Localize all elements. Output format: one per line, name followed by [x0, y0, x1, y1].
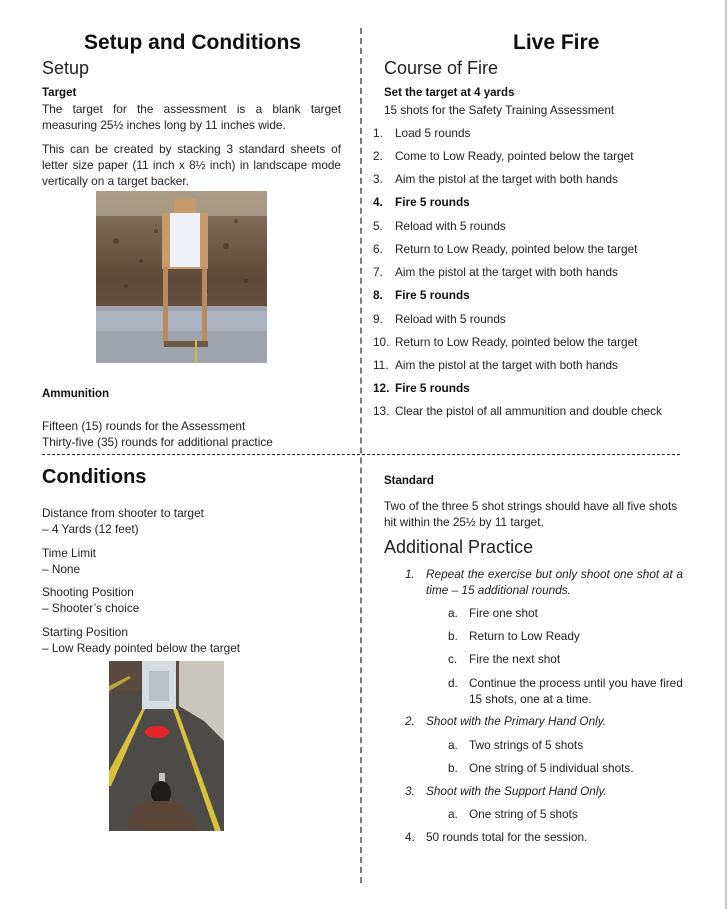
condition-time-value: – None	[42, 562, 81, 576]
ammunition-label: Ammunition	[42, 388, 110, 400]
practice-subitem-text: Fire one shot	[469, 606, 538, 620]
practice-subitem-letter: b.	[448, 629, 458, 643]
additional-practice-heading: Additional Practice	[384, 537, 534, 557]
practice-subitem-text: Continue the process until you have fired 15 shots, one at a time.	[469, 676, 683, 706]
condition-shooting-position-label: Shooting Position	[42, 585, 134, 599]
practice-subitem-letter: c.	[448, 652, 458, 666]
condition-starting-position-label: Starting Position	[42, 625, 128, 639]
practice-subitem-letter: b.	[448, 761, 458, 775]
conditions-heading: Conditions	[42, 466, 147, 488]
practice-item-number: 1.	[405, 567, 415, 581]
practice-subitem-letter: d.	[448, 676, 458, 690]
low-ready-range-photo	[109, 661, 224, 831]
standard-label: Standard	[384, 475, 434, 487]
ammo-line-1: Fifteen (15) rounds for the Assessment	[42, 419, 246, 433]
practice-subitem-text: Two strings of 5 shots	[469, 738, 584, 752]
setup-heading: Setup	[42, 58, 90, 78]
target-label: Target	[42, 87, 77, 99]
practice-item-text: Shoot with the Primary Hand Only.	[426, 714, 607, 728]
target-on-backer-photo	[96, 191, 267, 363]
practice-item-text: 50 rounds total for the session.	[426, 830, 588, 844]
practice-subitem-text: Fire the next shot	[469, 652, 561, 666]
practice-item-number: 2.	[405, 714, 415, 728]
ammo-line-2: Thirty-five (35) rounds for additional practice	[42, 435, 273, 449]
course-of-fire-steps: 1. Load 5 rounds 2. Come to Low Ready, pointed below the target 3. Aim the pistol at the target with both hands 4. Fire 5 rounds 5. Reload with 5 rounds 6. Return to Low Ready, pointed below the target 7. Aim the pistol at the target with both hands 8. Fire 5 rounds 9. Reload with 5 rounds 10. Return to Low Ready, pointed below the target 11. Aim the pistol at the target with both hands 12. Fire 5 rounds 13. Clear the pistol of all ammunition and double check	[373, 126, 662, 418]
practice-subitem-text: One string of 5 individual shots.	[469, 761, 634, 775]
course-subheading: Set the target at 4 yards	[384, 87, 515, 99]
page-title-setup-conditions: Setup and Conditions	[84, 31, 301, 54]
standard-text: Two of the three 5 shot strings should have all five shots hit within the 25½ by 11 target.	[384, 499, 678, 529]
practice-subitem-text: Return to Low Ready	[469, 629, 580, 643]
horizontal-dashed-divider	[42, 454, 680, 455]
vertical-dashed-divider	[360, 28, 362, 883]
condition-distance-label: Distance from shooter to target	[42, 506, 204, 520]
page-title-live-fire: Live Fire	[513, 31, 600, 54]
practice-item-text: Repeat the exercise but only shoot one shot at a time – 15 additional rounds.	[426, 567, 683, 597]
target-stacking-description: This can be created by stacking 3 standard sheets of letter size paper (11 inch x 8½ inch) in landscape mode vertically on a target backer.	[42, 142, 341, 188]
target-description: The target for the assessment is a blank target measuring 25½ inches long by 11 inches wide.	[42, 102, 341, 132]
condition-time-label: Time Limit	[42, 546, 96, 560]
course-of-fire-heading: Course of Fire	[384, 58, 499, 78]
target-backer-image	[96, 191, 267, 363]
practice-subitem-letter: a.	[448, 738, 458, 752]
range-lane-image	[109, 661, 224, 831]
condition-starting-position-value: – Low Ready pointed below the target	[42, 641, 241, 655]
practice-subitem-text: One string of 5 shots	[469, 807, 578, 821]
practice-subitem-letter: a.	[448, 807, 458, 821]
course-intro: 15 shots for the Safety Training Assessment	[384, 103, 615, 117]
practice-item-number: 3.	[405, 784, 415, 798]
practice-item-text: Shoot with the Support Hand Only.	[426, 784, 607, 798]
practice-item-number: 4.	[405, 830, 415, 844]
condition-distance-value: – 4 Yards (12 feet)	[42, 522, 139, 536]
practice-subitem-letter: a.	[448, 606, 458, 620]
condition-shooting-position-value: – Shooter’s choice	[42, 601, 140, 615]
